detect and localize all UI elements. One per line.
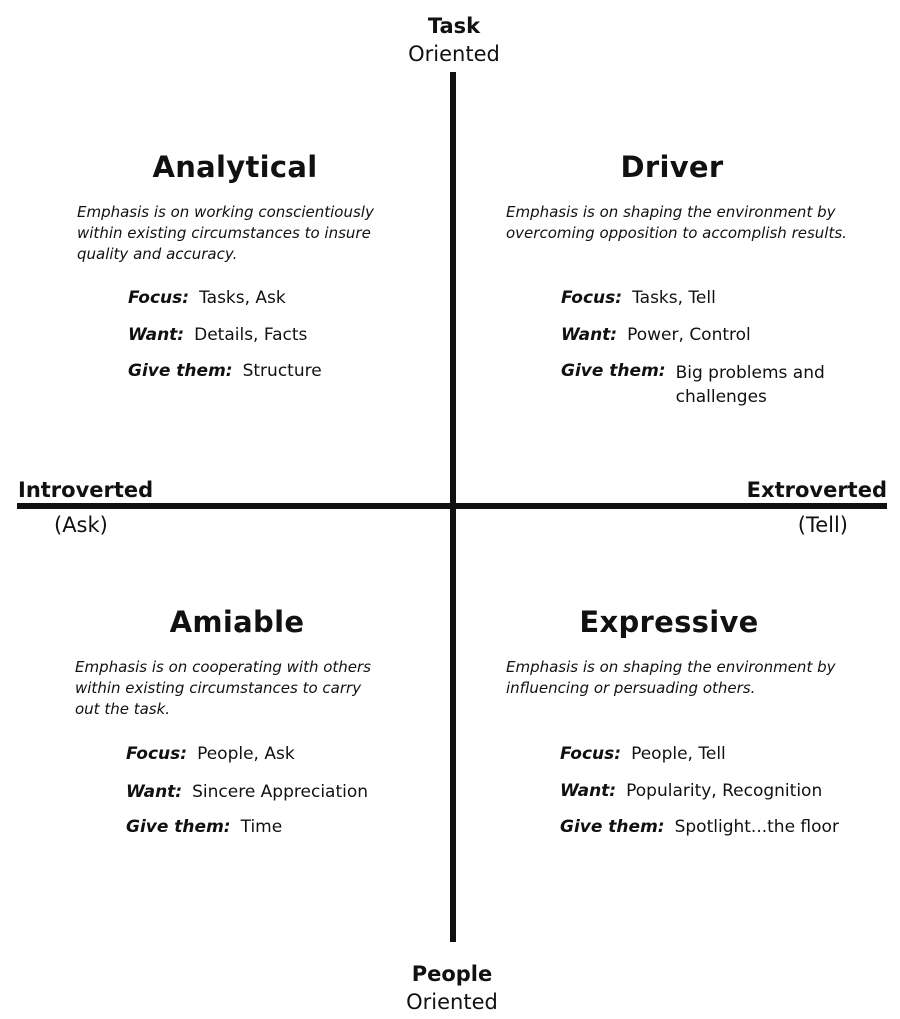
give-row [126, 817, 282, 837]
give-value-line: Big problems and [675, 363, 825, 383]
emphasis-text [75, 657, 371, 720]
want-value: Popularity, Recognition [626, 781, 823, 801]
quadrant-title: Driver [620, 150, 724, 184]
horizontal-axis [17, 503, 887, 509]
emphasis-text [506, 202, 847, 244]
focus-label: Focus: [560, 744, 622, 764]
axis-right-label: Extroverted [746, 478, 887, 502]
give-label: Give them: [560, 817, 665, 837]
focus-label: Focus: [126, 744, 188, 764]
quadrant-title: Analytical [152, 150, 318, 184]
give-value: Structure [242, 361, 322, 381]
give-label: Give them: [128, 361, 233, 381]
emphasis-line: influencing or persuading others. [506, 679, 756, 697]
want-row [560, 781, 822, 801]
axis-right-sub: (Tell) [797, 513, 848, 537]
axis-left-sub: (Ask) [54, 513, 108, 537]
emphasis-line: quality and accuracy. [77, 245, 238, 263]
focus-value: Tasks, Tell [632, 288, 716, 308]
quadrant-title: Amiable [169, 605, 305, 639]
want-label: Want: [128, 325, 185, 345]
give-row [560, 817, 839, 837]
focus-value: People, Tell [631, 744, 726, 764]
focus-value: Tasks, Ask [199, 288, 286, 308]
focus-row [560, 744, 726, 764]
want-label: Want: [560, 781, 617, 801]
want-value: Details, Facts [194, 325, 308, 345]
emphasis-line: Emphasis is on shaping the environment by [506, 203, 836, 221]
focus-label: Focus: [561, 288, 623, 308]
want-row [561, 325, 751, 345]
want-value: Sincere Appreciation [192, 782, 369, 802]
emphasis-text [506, 657, 836, 699]
give-value: Spotlight...the floor [674, 817, 839, 837]
give-value-line: challenges [675, 387, 767, 407]
want-label: Want: [561, 325, 618, 345]
give-label: Give them: [561, 361, 666, 381]
axis-left-label: Introverted [18, 478, 154, 502]
give-row [128, 361, 322, 381]
want-label: Want: [126, 782, 183, 802]
emphasis-line: Emphasis is on working conscientiously [77, 203, 374, 221]
give-value: Time [240, 817, 283, 837]
quadrant-title: Expressive [579, 605, 759, 639]
emphasis-text [77, 202, 374, 265]
focus-row [128, 288, 286, 308]
emphasis-line: overcoming opposition to accomplish results. [506, 224, 847, 242]
axis-bottom-line1: People [411, 962, 493, 986]
emphasis-line: out the task. [75, 700, 171, 718]
focus-row [561, 288, 716, 308]
focus-row [126, 744, 295, 764]
emphasis-line: within existing circumstances to carry [75, 679, 362, 697]
give-row [561, 361, 825, 409]
give-value [676, 361, 825, 409]
want-value: Power, Control [627, 325, 751, 345]
focus-label: Focus: [128, 288, 190, 308]
give-label: Give them: [126, 817, 231, 837]
emphasis-line: Emphasis is on shaping the environment by [506, 658, 836, 676]
focus-value: People, Ask [197, 744, 295, 764]
axis-top-line1: Task [427, 14, 481, 38]
emphasis-line: within existing circumstances to insure [77, 224, 371, 242]
axis-bottom-line2: Oriented [406, 990, 498, 1014]
emphasis-line: Emphasis is on cooperating with others [75, 658, 372, 676]
want-row [126, 782, 368, 802]
axis-top-line2: Oriented [408, 42, 500, 66]
want-row [128, 325, 307, 345]
